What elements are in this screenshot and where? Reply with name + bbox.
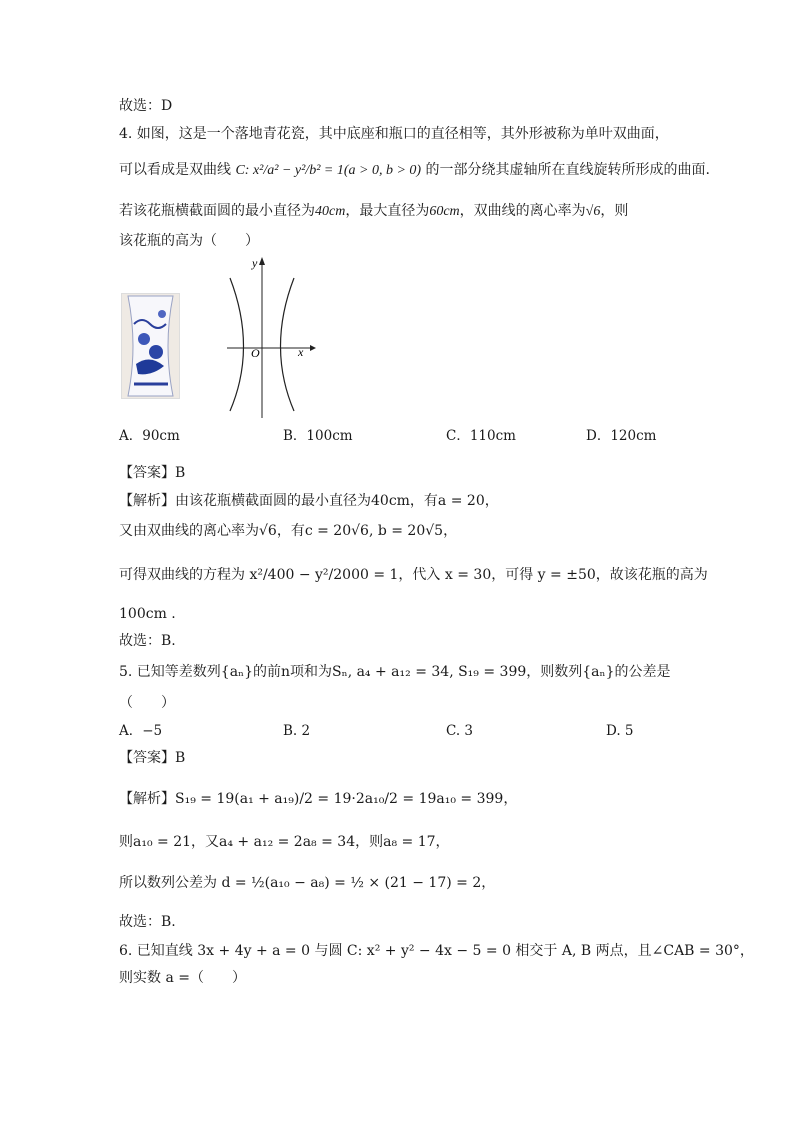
q4-stem-line1: 4. 如图，这是一个落地青花瓷，其中底座和瓶口的直径相等，其外形被称为单叶双曲面， [119, 126, 669, 142]
q4-stem-line4: 该花瓶的高为（ ） [119, 233, 259, 249]
q4-min-diameter: 40cm [315, 204, 346, 219]
q4-analysis-line1: 【解析】由该花瓶横截面圆的最小直径为40cm，有a = 20， [119, 493, 499, 509]
q5-analysis-line2: 则a₁₀ = 21，又a₄ + a₁₂ = 2a₈ = 34，则a₈ = 17， [119, 834, 450, 850]
q4-stem-line3-post: ，则 [600, 203, 629, 219]
q4-option-d: D．120cm [586, 428, 657, 444]
previous-answer-line: 故选：D [119, 98, 173, 114]
vase-icon [122, 294, 179, 398]
q4-option-c: C．110cm [446, 428, 516, 444]
x-axis-label: x [298, 345, 304, 359]
q4-analysis-line2: 又由双曲线的离心率为√6，有c = 20√6, b = 20√5， [119, 523, 458, 539]
q4-stem-line3-mid: ，最大直径为 [345, 203, 430, 219]
q4-stem-line2 [119, 160, 710, 181]
q4-analysis-line3: 可得双曲线的方程为 x²/400 − y²/2000 = 1，代入 x = 30，可得 y = ±50，故该花瓶的高为 [119, 567, 708, 583]
q4-option-b: B．100cm [283, 428, 353, 444]
q5-analysis-line1: 【解析】S₁₉ = 19(a₁ + a₁₉)/2 = 19·2a₁₀/2 = 19a₁₀ = 399， [119, 791, 518, 807]
q4-hyperbola-equation: C: x²/a² − y²/b² = 1(a > 0, b > 0) [235, 163, 422, 178]
q6-stem-line2: 则实数 a =（ ） [119, 970, 246, 986]
q5-option-d: D. 5 [606, 723, 634, 739]
y-axis-label: y [252, 256, 258, 270]
left-branch [230, 278, 244, 411]
q4-stem-line3-mid2: ，双曲线的离心率为 [459, 203, 586, 219]
x-axis-arrow-icon [310, 345, 316, 351]
hyperbola-figure [222, 253, 317, 418]
q4-stem-line3-pre: 若该花瓶横截面圆的最小直径为 [119, 203, 315, 219]
q4-option-a: A．90cm [119, 428, 180, 444]
right-branch [281, 278, 295, 411]
y-axis-arrow-icon [259, 257, 265, 265]
origin-label: O [251, 346, 260, 360]
q5-stem-line1: 5. 已知等差数列{aₙ}的前n项和为Sₙ, a₄ + a₁₂ = 34, S₁₉ = 399，则数列{aₙ}的公差是 [119, 664, 671, 680]
q4-stem-line3 [119, 201, 628, 222]
q5-analysis-line3: 所以数列公差为 d = ½(a₁₀ − a₈) = ½ × (21 − 17) = 2， [119, 875, 496, 891]
q4-answer: 【答案】B [119, 465, 186, 481]
q4-max-diameter: 60cm [429, 204, 460, 219]
blue-white-porcelain-vase-photo [121, 293, 180, 399]
q4-eccentricity: √6 [585, 204, 601, 219]
q5-stem-line2: （ ） [119, 695, 175, 711]
q4-conclusion: 故选：B. [119, 633, 176, 649]
q4-analysis-line4: 100cm . [119, 606, 176, 622]
q5-option-b: B. 2 [283, 723, 311, 739]
q5-option-c: C. 3 [446, 723, 474, 739]
q6-stem-line1: 6. 已知直线 3x + 4y + a = 0 与圆 C: x² + y² − 4x − 5 = 0 相交于 A, B 两点，且∠CAB = 30°， [119, 943, 754, 959]
q4-stem-line2-pre: 可以看成是双曲线 [119, 162, 231, 178]
q4-stem-line2-post: 的一部分绕其虚轴所在直线旋转所形成的曲面. [425, 162, 710, 178]
q5-answer: 【答案】B [119, 750, 186, 766]
q5-conclusion: 故选：B. [119, 914, 176, 930]
q5-option-a: A．−5 [119, 723, 163, 739]
